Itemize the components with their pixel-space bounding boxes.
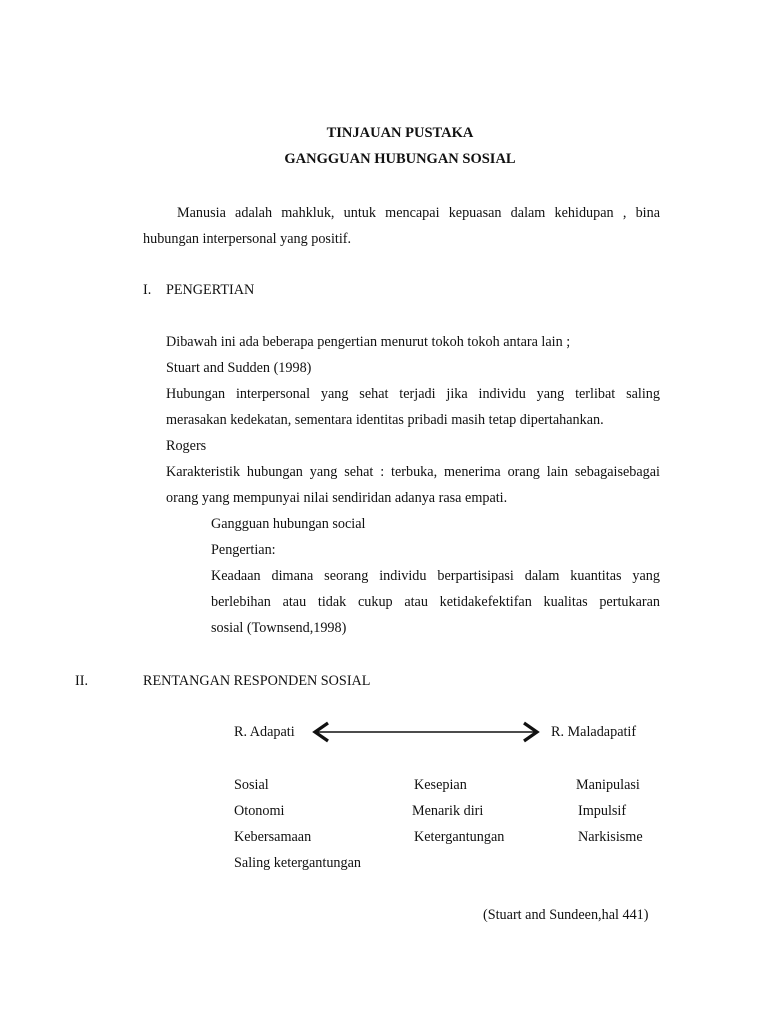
col-2-item: Kesepian <box>414 777 467 793</box>
range-right-label: R. Maladapatif <box>551 724 637 740</box>
col-1-item: Saling ketergantungan <box>234 855 362 871</box>
sub-line-1: Keadaan dimana seorang individu berpartisipasi dalam kuantitas yang <box>211 568 660 584</box>
col-3-item: Narkisisme <box>578 829 643 845</box>
section-1-heading: PENGERTIAN <box>166 282 255 298</box>
section-1-number: I. <box>143 282 152 298</box>
sub-heading: Gangguan hubungan social <box>211 516 366 532</box>
section-1-line-2: Stuart and Sudden (1998) <box>166 360 312 376</box>
section-1-line-5: Rogers <box>166 438 207 454</box>
col-3-item: Impulsif <box>578 803 627 819</box>
section-2-heading: RENTANGAN RESPONDEN SOSIAL <box>143 673 371 689</box>
sub-line-3: sosial (Townsend,1998) <box>211 620 347 636</box>
col-1-item: Kebersamaan <box>234 829 312 845</box>
sub-label: Pengertian: <box>211 542 276 558</box>
range-left-label: R. Adapati <box>234 724 295 740</box>
section-1-line-7: orang yang mempunyai nilai sendiridan adanya rasa empati. <box>166 490 508 506</box>
section-1-line-1: Dibawah ini ada beberapa pengertian menurut tokoh tokoh antara lain ; <box>166 334 571 350</box>
col-1-item: Otonomi <box>234 803 285 819</box>
col-3-item: Manipulasi <box>576 777 640 793</box>
section-2-number: II. <box>75 673 88 689</box>
citation: (Stuart and Sundeen,hal 441) <box>483 907 649 923</box>
section-1-line-3: Hubungan interpersonal yang sehat terjadi jika individu yang terlibat saling <box>166 386 660 402</box>
section-1-line-4: merasakan kedekatan, sementara identitas pribadi masih tetap dipertahankan. <box>166 412 604 428</box>
col-2-item: Ketergantungan <box>414 829 505 845</box>
col-1-item: Sosial <box>234 777 269 793</box>
section-1-line-6: Karakteristik hubungan yang sehat : terbuka, menerima orang lain sebagaisebagai <box>166 464 660 480</box>
sub-line-2: berlebihan atau tidak cukup atau ketidakefektifan kualitas pertukaran <box>211 594 660 610</box>
double-arrow-icon <box>310 719 542 745</box>
title-tinjauan-pustaka: TINJAUAN PUSTAKA <box>326 125 474 141</box>
intro-line-1: Manusia adalah mahkluk, untuk mencapai kepuasan dalam kehidupan , bina <box>177 205 660 221</box>
title-gangguan-hubungan-sosial: GANGGUAN HUBUNGAN SOSIAL <box>284 151 516 167</box>
intro-line-2: hubungan interpersonal yang positif. <box>143 231 352 247</box>
col-2-item: Menarik diri <box>412 803 484 819</box>
